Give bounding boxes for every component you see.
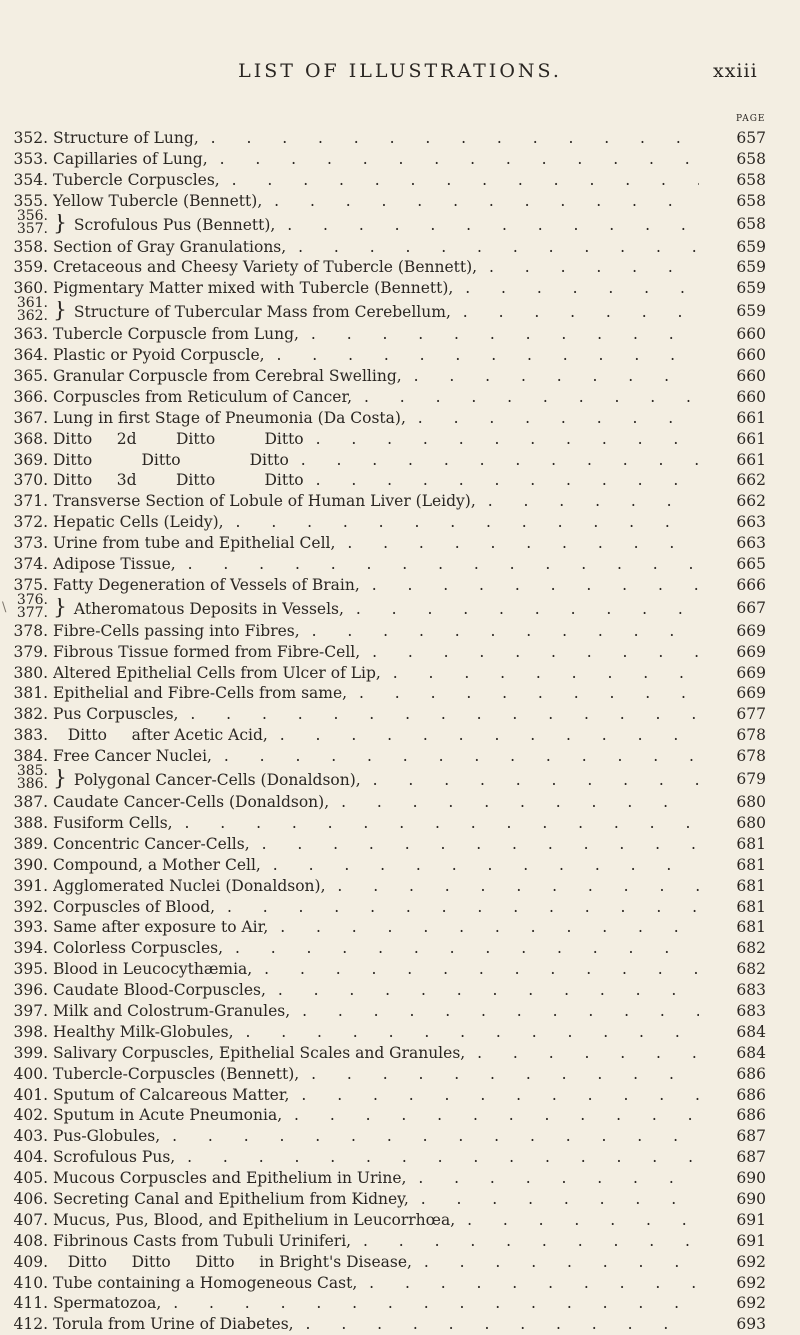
entry-page: 686 (736, 1085, 766, 1104)
list-entry (0, 897, 800, 918)
entry-page: 682 (736, 939, 766, 958)
entry-title: Pus-Globules, . . (53, 1126, 699, 1147)
entry-page: 681 (736, 897, 766, 916)
list-entry (0, 170, 800, 191)
entry-page: 683 (736, 981, 766, 1000)
entry-number: 401. (13, 1085, 48, 1104)
list-entry (0, 345, 800, 366)
entry-page: 681 (736, 918, 766, 937)
entry-page: 663 (736, 513, 766, 532)
entry-page: 660 (736, 346, 766, 365)
entry-title: Agglomerated Nuclei (Donaldson), . . (53, 876, 699, 897)
entry-page: 669 (736, 642, 766, 661)
entry-title: Spermatozoa, . . (53, 1293, 699, 1314)
entry-title: Ditto Ditto Ditto in Bright's Disease, . . (53, 1252, 699, 1273)
entry-number: 407. (13, 1210, 48, 1229)
entry-page: 669 (736, 621, 766, 640)
entry-page: 678 (736, 726, 766, 745)
entry-number: 390. (13, 855, 48, 874)
entry-page: 686 (736, 1064, 766, 1083)
entry-page: 665 (736, 555, 766, 574)
list-entry (0, 491, 800, 512)
entry-title: Fibrous Tissue formed from Fibre-Cell, . . (53, 642, 699, 663)
list-entry (0, 512, 800, 533)
entry-number: 369. (13, 450, 48, 469)
entry-title: Healthy Milk-Globules, . . (53, 1022, 699, 1043)
entry-title: Epithelial and Fibre-Cells from same, . . (53, 683, 699, 704)
entry-title: Ditto Ditto Ditto . . (53, 450, 699, 471)
list-entry (0, 1147, 800, 1168)
entry-page: 658 (736, 191, 766, 210)
list-entry (0, 663, 800, 684)
entry-number: 393. (13, 918, 48, 937)
list-entry (0, 1085, 800, 1106)
entry-page: 692 (736, 1252, 766, 1271)
entry-page: 691 (736, 1231, 766, 1250)
entry-title: Pigmentary Matter mixed with Tubercle (Bennett), . . (53, 278, 699, 299)
entry-number: 394. (13, 939, 48, 958)
list-entry (0, 591, 800, 621)
entry-title: Lung in first Stage of Pneumonia (Da Costa), . . (53, 408, 699, 429)
list-entry (0, 295, 800, 325)
entry-page: 669 (736, 663, 766, 682)
illustration-list (0, 128, 800, 1335)
list-entry (0, 1064, 800, 1085)
list-entry (0, 1231, 800, 1252)
list-entry (0, 149, 800, 170)
entry-number: 373. (13, 534, 48, 553)
entry-title: Ditto 3d Ditto Ditto . . (53, 470, 699, 491)
list-entry (0, 876, 800, 897)
entry-page: 693 (736, 1315, 766, 1334)
entry-page: 658 (736, 214, 766, 233)
entry-page: 657 (736, 129, 766, 147)
entry-page: 681 (736, 855, 766, 874)
entry-page: 659 (736, 279, 766, 298)
list-entry (0, 725, 800, 746)
entry-page: 659 (736, 237, 766, 256)
entry-number: 391. (13, 876, 48, 895)
list-entry (0, 237, 800, 258)
entry-page: 658 (736, 170, 766, 189)
entry-title: Corpuscles from Reticulum of Cancer, . . (53, 387, 699, 408)
entry-page: 691 (736, 1210, 766, 1229)
entry-title: Secreting Canal and Epithelium from Kidney, . . (53, 1189, 699, 1210)
entry-number: 408. (13, 1231, 48, 1250)
list-entry (0, 834, 800, 855)
list-entry (0, 387, 800, 408)
entry-title: Mucus, Pus, Blood, and Epithelium in Leucorrhœa, . . (53, 1210, 699, 1231)
entry-page: 681 (736, 834, 766, 853)
entry-title: Scrofulous Pus, . . (53, 1147, 699, 1168)
list-entry (0, 429, 800, 450)
list-entry (0, 575, 800, 596)
entry-page: 687 (736, 1148, 766, 1167)
entry-title: Caudate Blood-Corpuscles, . . (53, 980, 699, 1001)
entry-title: Caudate Cancer-Cells (Donaldson), . . (53, 792, 699, 813)
entry-page: 661 (736, 408, 766, 427)
entry-page: 663 (736, 534, 766, 553)
entry-title: Salivary Corpuscles, Epithelial Scales and Granules, . . (53, 1043, 699, 1064)
entry-title: } Scrofulous Pus (Bennett), . . (53, 214, 699, 236)
entry-page: 660 (736, 387, 766, 406)
entry-page: 684 (736, 1022, 766, 1041)
entry-number: 385. 386. (16, 763, 48, 793)
entry-title: Torula from Urine of Diabetes, . . (53, 1314, 699, 1335)
entry-number: 352. (13, 129, 48, 147)
entry-title: Tubercle Corpuscle from Lung, . . (53, 324, 699, 345)
entry-page: 690 (736, 1169, 766, 1188)
entry-title: Cretaceous and Cheesy Variety of Tubercle (Bennett), . . (53, 257, 699, 278)
entry-title: Plastic or Pyoid Corpuscle, . . (53, 345, 699, 366)
list-entry (0, 980, 800, 1001)
entry-title: Fusiform Cells, . . (53, 813, 699, 834)
entry-page: 659 (736, 302, 766, 321)
entry-title: Transverse Section of Lobule of Human Liver (Leidy), . . (53, 491, 699, 512)
entry-number: 380. (13, 663, 48, 682)
list-entry (0, 1022, 800, 1043)
entry-title: Fibre-Cells passing into Fibres, . . (53, 621, 699, 642)
entry-title: Sputum in Acute Pneumonia, . . (53, 1105, 699, 1126)
entry-title: Ditto after Acetic Acid, . . (53, 725, 699, 746)
list-entry (0, 324, 800, 345)
list-entry (0, 763, 800, 793)
entry-number: 374. (13, 555, 48, 574)
entry-title: Granular Corpuscle from Cerebral Swelling, . . (53, 366, 699, 387)
entry-page: 677 (736, 705, 766, 724)
entry-number: 353. (13, 149, 48, 168)
entry-title: Capillaries of Lung, . . (53, 149, 699, 170)
entry-number: 371. (13, 492, 48, 511)
entry-number: 378. (13, 621, 48, 640)
list-entry (0, 191, 800, 212)
entry-title: Milk and Colostrum-Granules, . . (53, 1001, 699, 1022)
entry-title: Structure of Lung, . . (53, 128, 699, 149)
list-entry (0, 704, 800, 725)
entry-page: 662 (736, 471, 766, 490)
list-entry (0, 938, 800, 959)
entry-page: 680 (736, 813, 766, 832)
entry-title: Ditto 2d Ditto Ditto . . (53, 429, 699, 450)
list-entry (0, 855, 800, 876)
page-number: xxiii (713, 60, 758, 82)
entry-title: Corpuscles of Blood, . . (53, 897, 699, 918)
entry-title: Section of Gray Granulations, . . (53, 237, 699, 258)
entry-number: 355. (13, 191, 48, 210)
list-entry (0, 554, 800, 575)
entry-number: 406. (13, 1189, 48, 1208)
entry-title: Fibrinous Casts from Tubuli Uriniferi, . . (53, 1231, 699, 1252)
entry-page: 692 (736, 1273, 766, 1292)
entry-number: 412. (13, 1315, 48, 1334)
list-entry (0, 792, 800, 813)
list-entry (0, 470, 800, 491)
entry-page: 667 (736, 598, 766, 617)
entry-number: 388. (13, 813, 48, 832)
list-entry (0, 1314, 800, 1335)
entry-page: 658 (736, 149, 766, 168)
list-entry (0, 1043, 800, 1064)
entry-number: 358. (13, 237, 48, 256)
list-entry (0, 278, 800, 299)
list-entry (0, 128, 800, 149)
entry-page: 683 (736, 1001, 766, 1020)
entry-page: 679 (736, 770, 766, 789)
list-entry (0, 683, 800, 704)
page-column-label: PAGE (736, 114, 766, 124)
entry-number: 387. (13, 793, 48, 812)
entry-page: 680 (736, 793, 766, 812)
entry-number: 382. (13, 705, 48, 724)
entry-number: 356. 357. (16, 207, 48, 237)
entry-title: } Polygonal Cancer-Cells (Donaldson), . . (53, 769, 699, 791)
entry-number: 359. (13, 258, 48, 277)
entry-number: 372. (13, 513, 48, 532)
entry-number: 392. (13, 897, 48, 916)
entry-title: Compound, a Mother Cell, . . (53, 855, 699, 876)
entry-number: 384. (13, 747, 48, 766)
entry-page: 684 (736, 1043, 766, 1062)
entry-number: 400. (13, 1064, 48, 1083)
brace-icon: } (53, 213, 67, 236)
entry-number: 396. (13, 981, 48, 1000)
list-entry (0, 366, 800, 387)
running-title: LIST OF ILLUSTRATIONS. (238, 60, 562, 82)
entry-title: } Structure of Tubercular Mass from Cerebellum, . . (53, 301, 699, 323)
list-entry (0, 1168, 800, 1189)
entry-number: 363. (13, 325, 48, 344)
list-entry (0, 1189, 800, 1210)
entry-number: 364. (13, 346, 48, 365)
entry-number: 404. (13, 1148, 48, 1167)
entry-number: 410. (13, 1273, 48, 1292)
entry-title: Mucous Corpuscles and Epithelium in Urine, . . (53, 1168, 699, 1189)
entry-title: Tubercle-Corpuscles (Bennett), . . (53, 1064, 699, 1085)
brace-icon: } (53, 769, 67, 791)
entry-page: 681 (736, 876, 766, 895)
entry-number: 389. (13, 834, 48, 853)
entry-number: 360. (13, 279, 48, 298)
entry-number: 383. (13, 726, 48, 745)
list-entry (0, 959, 800, 980)
list-entry (0, 1252, 800, 1273)
entry-number: 361. 362. (16, 295, 48, 325)
list-entry (0, 1210, 800, 1231)
entry-title: Colorless Corpuscles, . . (53, 938, 699, 959)
list-entry (0, 1293, 800, 1314)
entry-number: 368. (13, 429, 48, 448)
list-entry (0, 450, 800, 471)
entry-number: 411. (13, 1294, 48, 1313)
entry-title: Pus Corpuscles, . . (53, 704, 699, 725)
entry-title: Same after exposure to Air, . . (53, 917, 699, 938)
entry-number: 367. (13, 408, 48, 427)
entry-title: Sputum of Calcareous Matter, . . (53, 1085, 699, 1106)
entry-number: 403. (13, 1127, 48, 1146)
entry-number: 409. (13, 1252, 48, 1271)
entry-number: 398. (13, 1022, 48, 1041)
entry-title: Hepatic Cells (Leidy), . . (53, 512, 699, 533)
list-entry (0, 642, 800, 663)
list-entry (0, 207, 800, 237)
entry-number: 381. (13, 684, 48, 703)
entry-title: Urine from tube and Epithelial Cell, . . (53, 533, 699, 554)
entry-page: 686 (736, 1106, 766, 1125)
entry-page: 661 (736, 450, 766, 469)
entry-number: 376. 377. (16, 591, 48, 621)
list-entry (0, 813, 800, 834)
entry-page: 666 (736, 575, 766, 594)
entry-page: 690 (736, 1189, 766, 1208)
entry-number: 402. (13, 1106, 48, 1125)
entry-title: } Atheromatous Deposits in Vessels, . . (53, 598, 699, 620)
entry-title: Tube containing a Homogeneous Cast, . . (53, 1273, 699, 1294)
entry-number: 365. (13, 367, 48, 386)
list-entry (0, 1001, 800, 1022)
brace-icon: } (53, 301, 67, 324)
entry-title: Concentric Cancer-Cells, . . (53, 834, 699, 855)
entry-page: 678 (736, 747, 766, 766)
entry-page: 682 (736, 960, 766, 979)
list-entry (0, 1105, 800, 1126)
entry-page: 662 (736, 492, 766, 511)
entry-number: 379. (13, 642, 48, 661)
entry-title: Altered Epithelial Cells from Ulcer of Lip, . . (53, 663, 699, 684)
entry-number: 397. (13, 1001, 48, 1020)
entry-page: 669 (736, 684, 766, 703)
entry-number: 370. (13, 471, 48, 490)
entry-page: 659 (736, 258, 766, 277)
entry-title: Adipose Tissue, . . (53, 554, 699, 575)
entry-page: 661 (736, 429, 766, 448)
entry-title: Yellow Tubercle (Bennett), . . (53, 191, 699, 212)
entry-page: 660 (736, 325, 766, 344)
entry-number: 354. (13, 170, 48, 189)
brace-icon: } (53, 597, 67, 620)
list-entry (0, 1273, 800, 1294)
entry-page: 692 (736, 1294, 766, 1313)
list-entry (0, 746, 800, 767)
list-entry (0, 917, 800, 938)
entry-title: Free Cancer Nuclei, . . (53, 746, 699, 767)
entry-number: 395. (13, 960, 48, 979)
entry-page: 660 (736, 367, 766, 386)
entry-number: 405. (13, 1169, 48, 1188)
list-entry (0, 257, 800, 278)
entry-title: Fatty Degeneration of Vessels of Brain, . . (53, 575, 699, 596)
entry-number: 399. (13, 1043, 48, 1062)
list-entry (0, 533, 800, 554)
entry-page: 687 (736, 1127, 766, 1146)
entry-number: 366. (13, 387, 48, 406)
list-entry (0, 1126, 800, 1147)
list-entry (0, 621, 800, 642)
list-entry (0, 408, 800, 429)
entry-title: Tubercle Corpuscles, . . (53, 170, 699, 191)
margin-mark: \ (2, 600, 7, 615)
entry-number: 375. (13, 575, 48, 594)
entry-title: Blood in Leucocythæmia, . . (53, 959, 699, 980)
